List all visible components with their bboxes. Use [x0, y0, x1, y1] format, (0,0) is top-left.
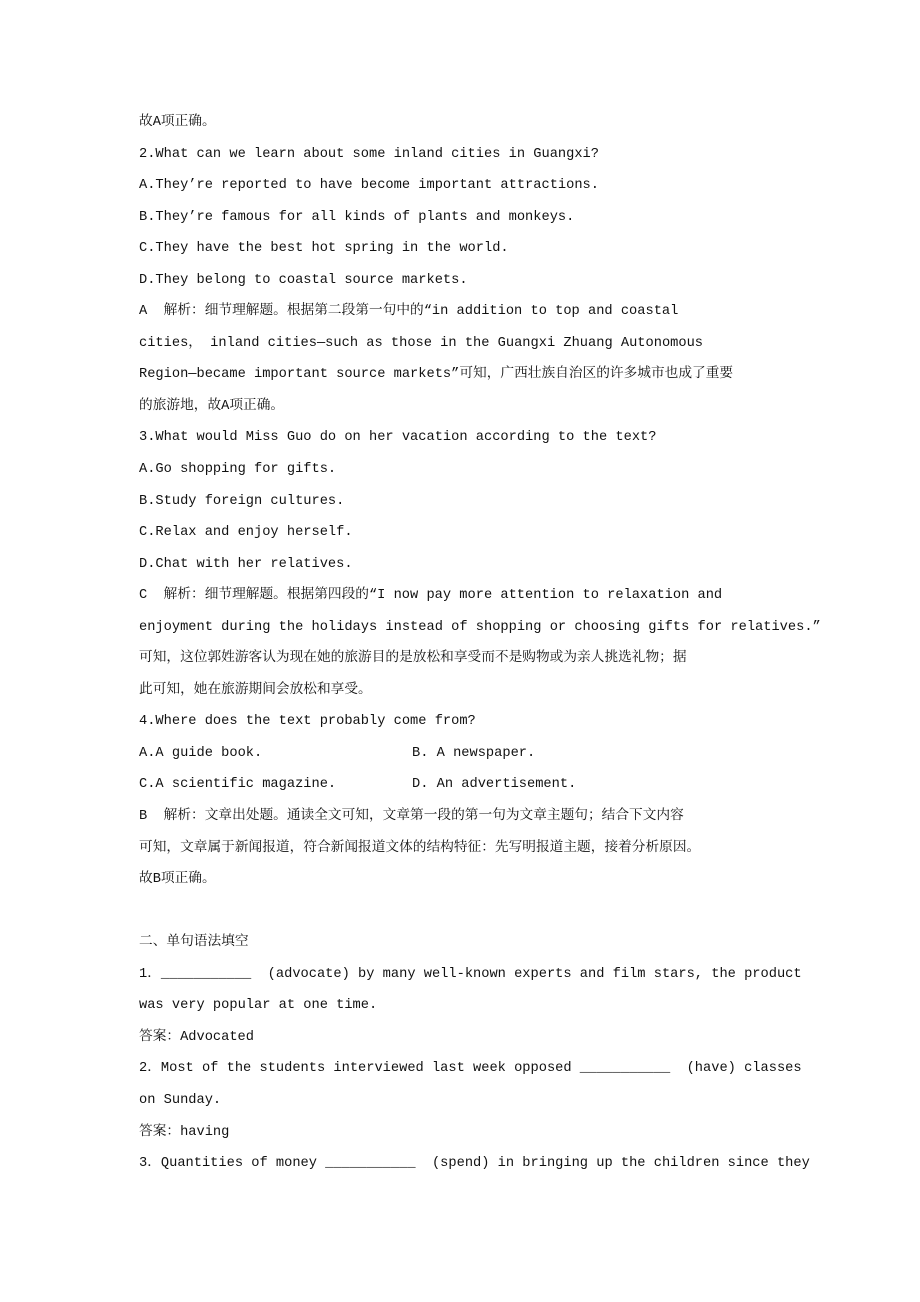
line-text: A.Go shopping for gifts. [139, 462, 337, 478]
line-text: B.Study foreign cultures. [139, 493, 345, 509]
text-line [139, 454, 819, 486]
text-line [139, 359, 819, 391]
text-line [139, 580, 819, 612]
text-line [139, 927, 819, 959]
option-text: D. An advertisement. [412, 777, 577, 793]
line-text: 答案：Advocated [139, 1029, 254, 1045]
text-line [139, 233, 819, 265]
text-line [139, 486, 819, 518]
document-page [139, 107, 819, 1180]
line-text: C.Relax and enjoy herself. [139, 525, 353, 541]
text-line [139, 107, 819, 139]
line-text: 答案：having [139, 1124, 230, 1140]
line-text: 的旅游地，故A项正确。 [139, 398, 285, 414]
line-text: C 解析：细节理解题。根据第四段的“I now pay more attention to relaxation and [139, 588, 723, 604]
line-text: 故B项正确。 [139, 872, 216, 888]
text-line [139, 296, 819, 328]
text-line [139, 422, 819, 454]
line-text: was very popular at one time. [139, 998, 378, 1014]
text-line [139, 801, 819, 833]
text-line [139, 139, 819, 171]
line-text: 二、单句语法填空 [139, 935, 249, 951]
line-text: A.They’re reported to have become important attractions. [139, 178, 599, 194]
text-line [139, 170, 819, 202]
line-text: 3．Quantities of money ___________ (spend) in bringing up the children since they [139, 1156, 810, 1172]
text-line [139, 833, 819, 865]
line-text: D.Chat with her relatives. [139, 556, 353, 572]
line-text: A 解析：细节理解题。根据第二段第一句中的“in addition to top and coastal [139, 304, 679, 320]
text-line [139, 675, 819, 707]
text-line [139, 1085, 819, 1117]
text-line [139, 864, 819, 896]
line-text: A.A guide book. [139, 745, 263, 761]
text-line [139, 202, 819, 234]
text-line [139, 959, 819, 991]
text-line [139, 517, 819, 549]
text-line [139, 549, 819, 581]
line-text: on Sunday. [139, 1092, 222, 1108]
text-line [139, 612, 819, 644]
text-line [139, 328, 819, 360]
line-text: C.A scientific magazine. [139, 777, 337, 793]
line-text: 2.What can we learn about some inland cities in Guangxi? [139, 146, 599, 162]
text-line [139, 1148, 819, 1180]
line-text: enjoyment during the holidays instead of shopping or choosing gifts for relatives.” [139, 619, 821, 635]
line-text: B 解析：文章出处题。通读全文可知，文章第一段的第一句为文章主题句；结合下文内容 [139, 809, 684, 825]
line-text: 故A项正确。 [139, 115, 216, 130]
option-text: B. A newspaper. [412, 745, 536, 761]
text-line [139, 643, 819, 675]
text-line [139, 706, 819, 738]
text-line [139, 738, 819, 770]
text-line [139, 990, 819, 1022]
text-line [139, 391, 819, 423]
text-line [139, 1022, 819, 1054]
line-text: 3.What would Miss Guo do on her vacation according to the text? [139, 430, 657, 446]
line-text: Region—became important source markets”可知，广西壮族自治区的许多城市也成了重要 [139, 367, 734, 383]
line-text: 可知，文章属于新闻报道，符合新闻报道文体的结构特征：先写明报道主题，接着分析原因。 [139, 840, 701, 856]
line-text: cities， inland cities—such as those in the Guangxi Zhuang Autonomous [139, 335, 704, 351]
line-text: D.They belong to coastal source markets. [139, 272, 468, 288]
line-text: 4.Where does the text probably come from? [139, 714, 476, 730]
line-text: 1．___________ (advocate) by many well-known experts and film stars, the product [139, 966, 802, 982]
text-line [139, 265, 819, 297]
text-line [139, 769, 819, 801]
text-line [139, 1117, 819, 1149]
line-text: 此可知，她在旅游期间会放松和享受。 [139, 682, 372, 698]
line-text: 可知，这位郭姓游客认为现在她的旅游目的是放松和享受而不是购物或为亲人挑选礼物；据 [139, 651, 687, 667]
line-text: C.They have the best hot spring in the world. [139, 241, 509, 257]
blank-line [139, 896, 819, 928]
text-line [139, 1053, 819, 1085]
line-text: 2．Most of the students interviewed last week opposed ___________ (have) classes [139, 1061, 802, 1077]
line-text: B.They’re famous for all kinds of plants and monkeys. [139, 209, 575, 225]
